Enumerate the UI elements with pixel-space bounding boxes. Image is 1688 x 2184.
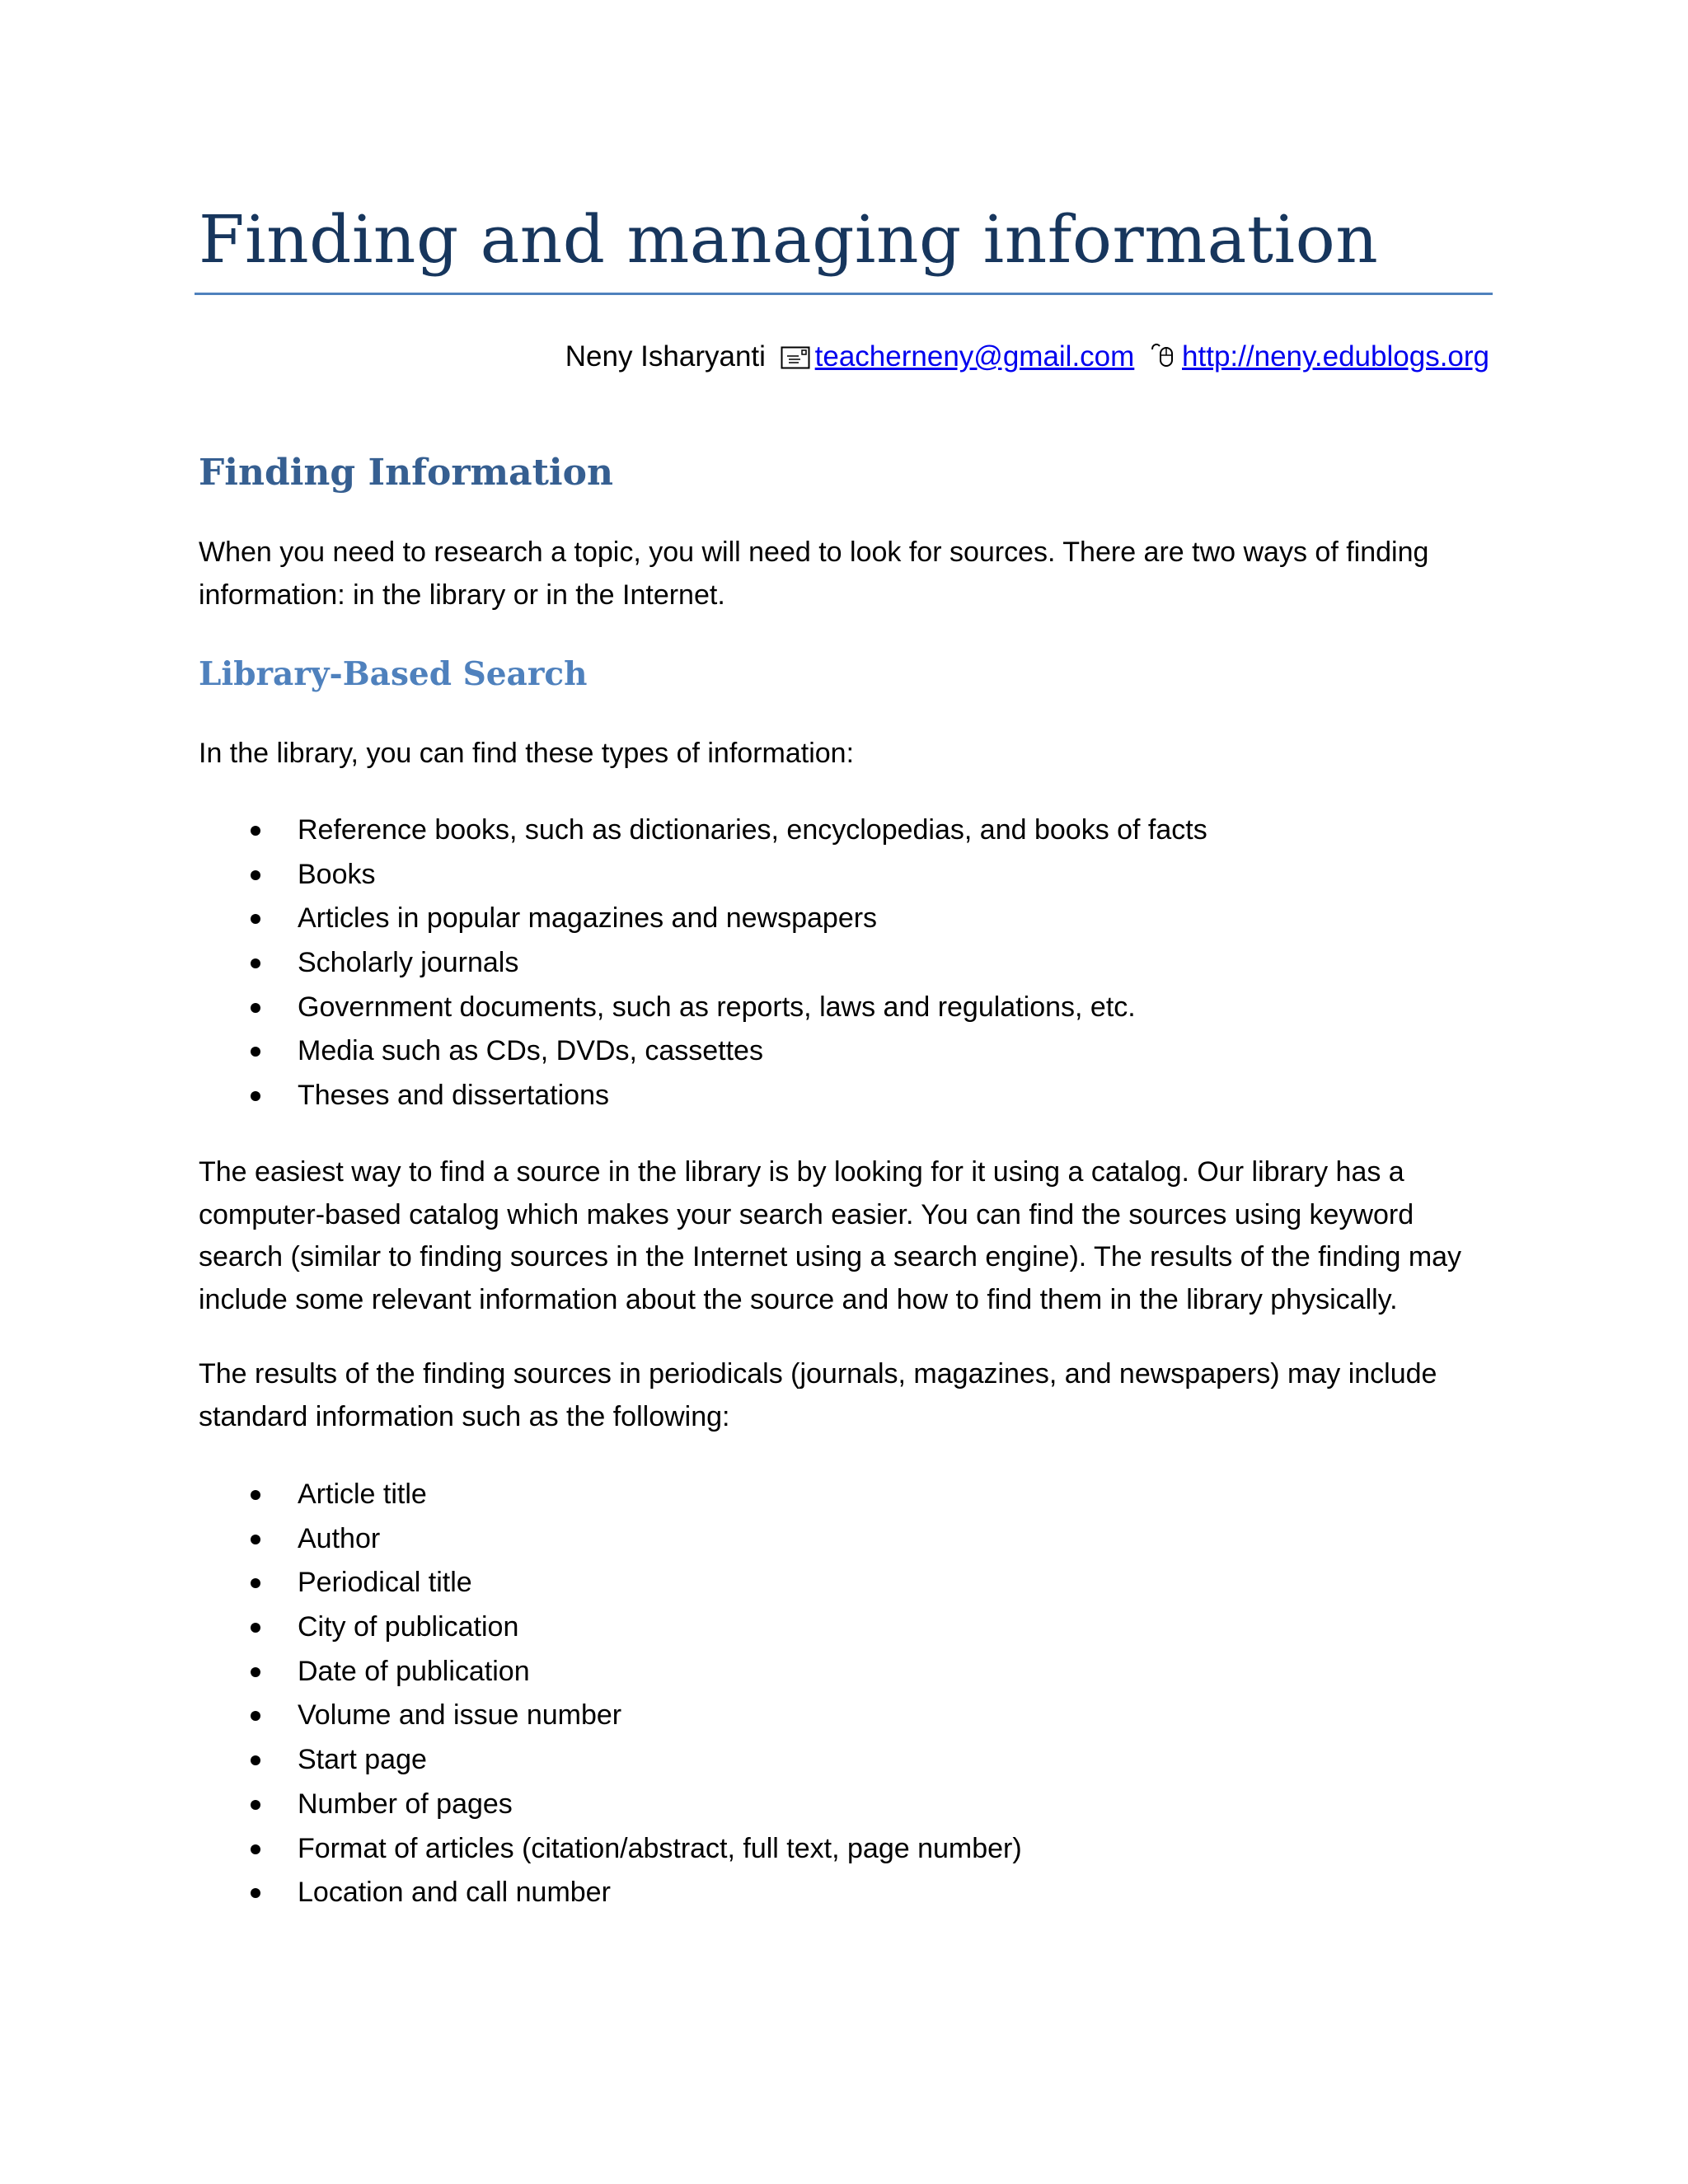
bullet-icon bbox=[251, 1578, 260, 1588]
list-item: Date of publication bbox=[199, 1650, 1022, 1694]
list-item: Format of articles (citation/abstract, full text, page number) bbox=[199, 1827, 1022, 1872]
list-item: Volume and issue number bbox=[199, 1694, 1022, 1738]
list-item: Government documents, such as reports, laws and regulations, etc. bbox=[199, 986, 1207, 1030]
library-types-list bbox=[199, 808, 1207, 1118]
list-item: Articles in popular magazines and newspapers bbox=[199, 897, 1207, 941]
catalog-paragraph: The easiest way to find a source in the library is by looking for it using a catalog. Our library has a computer-based catalog which makes your search easier. You can find the sources using keyword search (similar to finding sources in the Internet using a search engine). The results of the finding may include some relevant information about the source and how to find them in the library physically. bbox=[199, 1156, 1462, 1315]
bullet-icon bbox=[251, 826, 260, 836]
envelope-icon bbox=[781, 340, 810, 381]
bullet-icon bbox=[251, 1711, 260, 1721]
bullet-icon bbox=[251, 1091, 260, 1101]
list-item: Reference books, such as dictionaries, encyclopedias, and books of facts bbox=[199, 808, 1207, 853]
bullet-icon bbox=[251, 958, 260, 968]
periodicals-paragraph: The results of the finding sources in periodicals (journals, magazines, and newspapers) may include standard information such as the following: bbox=[199, 1358, 1437, 1432]
bullet-icon bbox=[251, 1047, 260, 1057]
list-item: Start page bbox=[199, 1738, 1022, 1783]
bullet-icon bbox=[251, 1003, 260, 1013]
bullet-icon bbox=[251, 1800, 260, 1810]
list-item: Periodical title bbox=[199, 1561, 1022, 1605]
heading-finding-information: Finding Information bbox=[199, 452, 613, 494]
list-item: Scholarly journals bbox=[199, 941, 1207, 986]
list-item: Theses and dissertations bbox=[199, 1074, 1207, 1118]
author-email-link[interactable]: teacherneny@gmail.com bbox=[814, 340, 1135, 373]
finding-intro-paragraph: When you need to research a topic, you will need to look for sources. There are two ways of finding information: in the library or in the Internet. bbox=[199, 537, 1429, 611]
bullet-icon bbox=[251, 1623, 260, 1633]
list-item: Number of pages bbox=[199, 1783, 1022, 1827]
list-item: Author bbox=[199, 1517, 1022, 1562]
list-item: Media such as CDs, DVDs, cassettes bbox=[199, 1029, 1207, 1074]
library-intro-paragraph: In the library, you can find these types of information: bbox=[199, 738, 855, 769]
bullet-icon bbox=[251, 1535, 260, 1544]
heading-library-based-search: Library-Based Search bbox=[199, 655, 588, 693]
bullet-icon bbox=[251, 914, 260, 924]
bullet-icon bbox=[251, 1888, 260, 1898]
bullet-icon bbox=[251, 1490, 260, 1500]
periodical-fields-list bbox=[199, 1473, 1022, 1915]
title-underline bbox=[195, 293, 1493, 295]
bullet-icon bbox=[251, 1844, 260, 1854]
list-item: Article title bbox=[199, 1473, 1022, 1517]
bullet-icon bbox=[251, 870, 260, 880]
document-title: Finding and managing information bbox=[199, 201, 1379, 278]
author-website-link[interactable]: http://neny.edublogs.org bbox=[1182, 340, 1489, 373]
list-item: Books bbox=[199, 853, 1207, 898]
mouse-icon bbox=[1149, 340, 1177, 381]
author-name: Neny Isharyanti bbox=[565, 340, 766, 373]
author-line bbox=[565, 336, 1489, 381]
list-item: Location and call number bbox=[199, 1871, 1022, 1915]
bullet-icon bbox=[251, 1667, 260, 1677]
list-item: City of publication bbox=[199, 1605, 1022, 1650]
bullet-icon bbox=[251, 1755, 260, 1765]
